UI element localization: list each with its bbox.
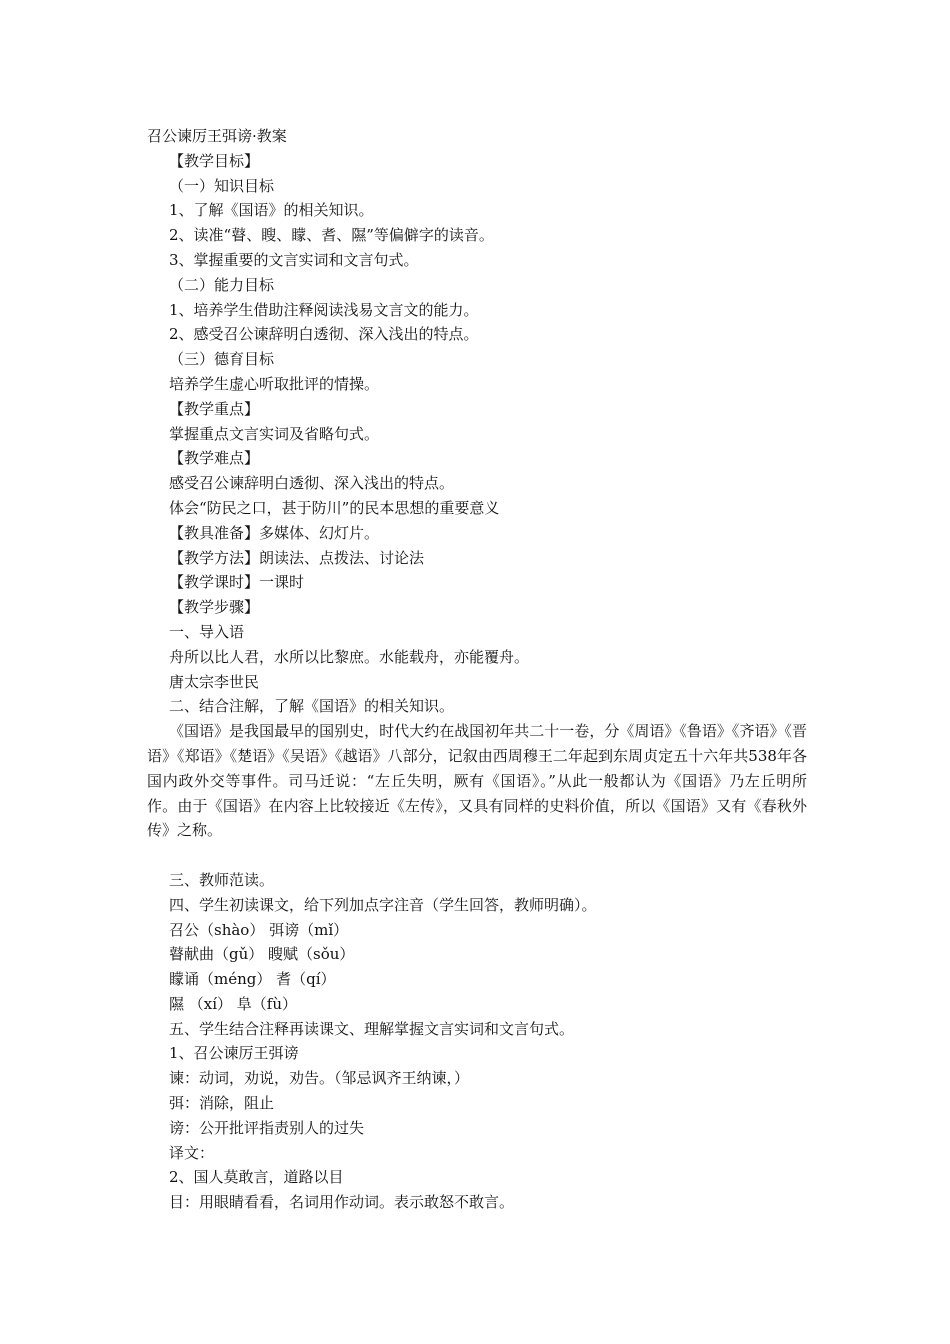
- heading-teaching-methods: 【教学方法】朗读法、点拨法、讨论法: [169, 548, 425, 567]
- list-item: 1、了解《国语》的相关知识。: [169, 201, 374, 220]
- list-item: 1、培养学生借助注释阅读浅易文言文的能力。: [169, 300, 479, 319]
- definition-line: 谏：动词，劝说，劝告。（邹忌讽齐王纳谏，）: [169, 1069, 470, 1088]
- heading-teaching-steps: 【教学步骤】: [169, 598, 260, 617]
- heading-teaching-goals: 【教学目标】: [169, 151, 260, 170]
- definition-line: 谤：公开批评指责别人的过失: [169, 1118, 365, 1137]
- subheading-moral-goals: （三）德育目标: [169, 350, 275, 369]
- translation-label: 译文：: [169, 1143, 215, 1162]
- pinyin-line: 矇诵（méng） 耆（qí）: [169, 970, 336, 989]
- heading-difficulties: 【教学难点】: [169, 449, 260, 468]
- guoyu-paragraph: 《国语》是我国最早的国别史，时代大约在战国初年共二十一卷，分《周语》《鲁语》《齐语》《晋语》《郑语》《楚语》《吴语》《越语》八部分，记叙由西周穆王二年起到东周贞定五十六年共538年各国内政外交等事件。司马迁说：“左丘失明，厥有《国语》。”从此一般都认为《国语》乃左丘明所作。由于《国语》在内容上比较接近《左传》，又具有同样的史料价值，所以《国语》又有《春秋外传》之称。: [147, 722, 807, 840]
- document-page: [147, 124, 807, 1215]
- list-item: 3、掌握重要的文言实词和文言句式。: [169, 250, 419, 269]
- text-line: 感受召公谏辞明白透彻、深入浅出的特点。: [169, 474, 455, 493]
- blank-line: [147, 843, 807, 868]
- step-heading: 三、教师范读。: [169, 870, 275, 889]
- text-line: 体会“防民之口，甚于防川”的民本思想的重要意义: [169, 498, 500, 517]
- list-item: 2、感受召公谏辞明白透彻、深入浅出的特点。: [169, 325, 479, 344]
- step-heading: 二、结合注解，了解《国语》的相关知识。: [169, 697, 455, 716]
- pinyin-line: 召公（shào） 弭谤（mǐ）: [169, 920, 349, 939]
- heading-teaching-aids: 【教具准备】多媒体、幻灯片。: [169, 523, 380, 542]
- pinyin-line: 瞽献曲（gǔ） 瞍赋（sǒu）: [169, 945, 355, 964]
- heading-key-points: 【教学重点】: [169, 399, 260, 418]
- list-item: 2、读准“瞽、瞍、矇、耆、隰”等偏僻字的读音。: [169, 226, 494, 245]
- step-heading: 四、学生初读课文，给下列加点字注音（学生回答，教师明确）。: [169, 895, 597, 914]
- step-heading: 五、学生结合注释再读课文、理解掌握文言实词和文言句式。: [169, 1019, 575, 1038]
- pinyin-line: 隰 （xí） 阜（fù）: [169, 994, 298, 1013]
- definition-line: 目：用眼睛看看，名词用作动词。表示敢怒不敢言。: [169, 1193, 515, 1212]
- definition-line: 弭：消除，阻止: [169, 1094, 275, 1113]
- list-item: 1、召公谏厉王弭谤: [169, 1044, 299, 1063]
- document-title: 召公谏厉王弭谤·教案: [147, 127, 287, 145]
- list-item: 2、国人莫敢言，道路以目: [169, 1168, 344, 1187]
- subheading-knowledge-goals: （一）知识目标: [169, 176, 275, 195]
- step-heading: 一、导入语: [169, 622, 245, 641]
- quote-attribution: 唐太宗李世民: [169, 672, 260, 691]
- text-line: 培养学生虚心听取批评的情操。: [169, 374, 380, 393]
- heading-class-hours: 【教学课时】一课时: [169, 573, 305, 592]
- subheading-ability-goals: （二）能力目标: [169, 275, 275, 294]
- text-line: 掌握重点文言实词及省略句式。: [169, 424, 380, 443]
- quote-line: 舟所以比人君，水所以比黎庶。水能载舟，亦能覆舟。: [169, 647, 530, 666]
